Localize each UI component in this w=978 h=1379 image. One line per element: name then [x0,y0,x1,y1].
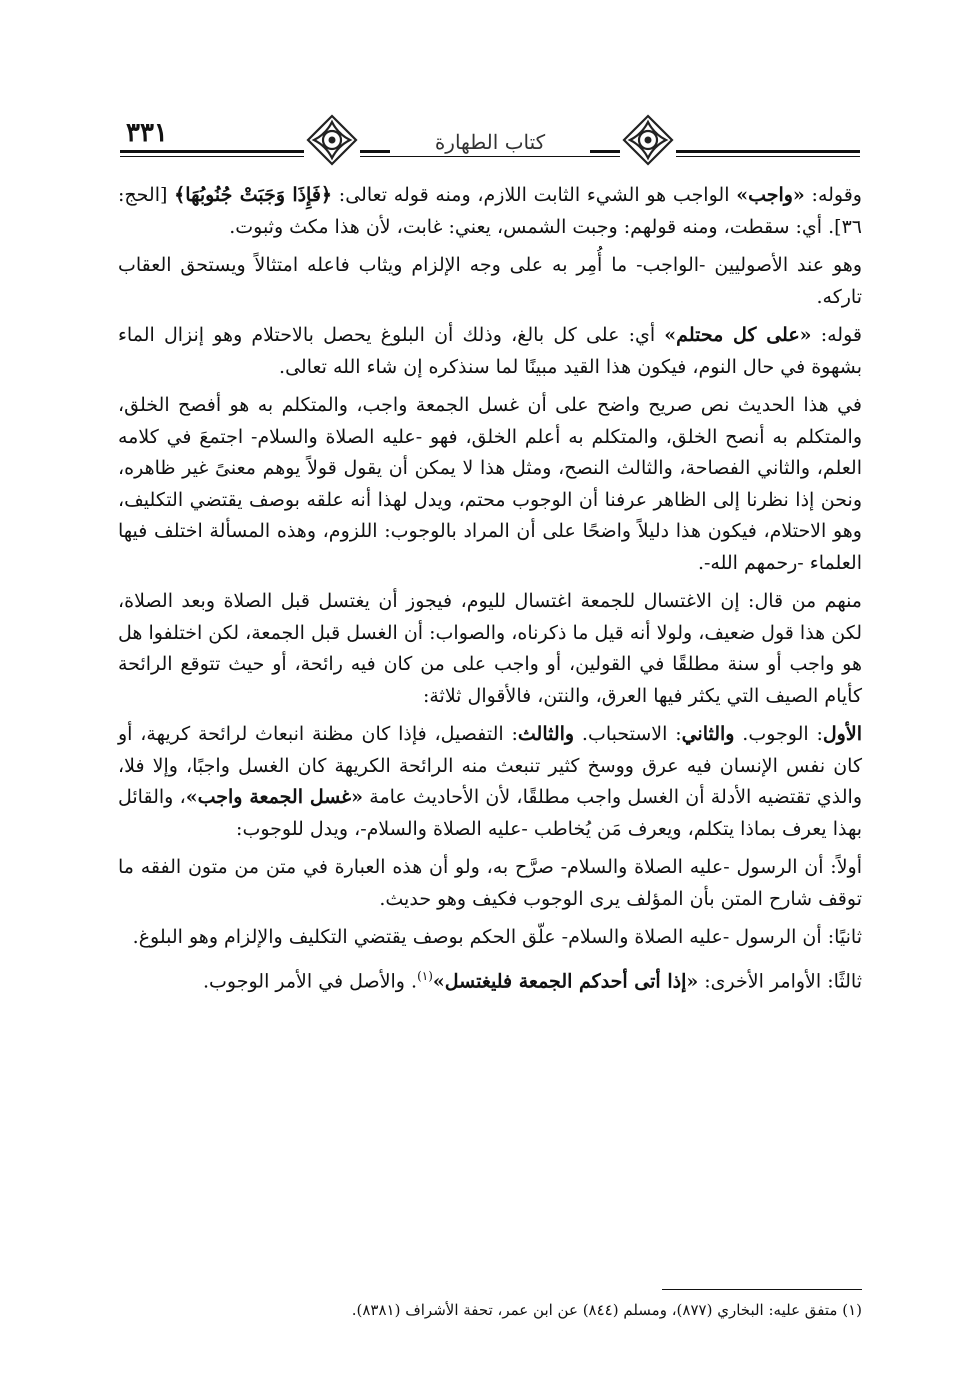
text-run: ثالثًا: الأوامر الأخرى: [698,969,862,992]
paragraph [118,852,862,915]
paragraph [118,719,862,845]
paragraph [118,922,862,954]
text-run: أي: على كل بالغ، وذلك أن البلوغ يحصل بالاحتلام وهو إنزال الماء بشهوة في حال النوم، فيكون هذا القيد مبينًا لما سنذكره إن شاء الله تعالى. [118,324,862,378]
paragraph [118,250,862,313]
list-label: والثالث [517,723,575,745]
hadith-quote: «إذا أتى أحدكم الجمعة فليغتسل» [432,969,699,992]
quran-verse: ﴿فَإِذَا وَجَبَتْ جُنُوبُهَا﴾ [174,184,333,206]
arabesque-ornament-icon [304,112,360,168]
hadith-term: «واجب» [736,184,805,206]
text-run: . والأصل في الأمر الوجوب. [202,969,418,992]
text-run: أولاً: أن الرسول -عليه الصلاة والسلام- صرَّح به، ولو أن هذه العبارة في متن من متون الفقه ما توقف شارح المتن بأن المؤلف يرى الوجوب فكيف وهو حديث. [118,856,862,910]
page-header [120,112,860,172]
text-run: : الاستحباب. [574,723,682,745]
paragraph [118,586,862,712]
paragraph [118,961,862,998]
footnote: (١) متفق عليه: البخاري (٨٧٧)، ومسلم (٨٤٤) عن ابن عمر، تحفة الأشراف (٨٣٨١). [351,1301,862,1319]
hadith-term: «غسل الجمعة واجب» [185,786,363,808]
text-run: في هذا الحديث نص صريح واضح على أن غسل الجمعة واجب، والمتكلم به هو أفصح الخلق، والمتكلم به أنصح الخلق، والمتكلم به أعلم الخلق، فهو -عليه الصلاة والسلام- اجتمعَ في كلامه العلم، والثاني الفصاحة، والثالث النصح، ومثل هذا لا يمكن أن يقول قولاً يوهم معنىً غير ظاهره، ونحن إذا نظرنا إلى الظاهر عرفنا أن الوجوب محتم، ويدل لهذا أنه علقه بوصف يقتضي التكليف، وهو الاحتلام، فيكون هذا دليلاً واضحًا على أن المراد بالوجوب: اللزوم، وهذه المسألة اختلف فيها العلماء -رحمهم الله-. [118,394,862,574]
text-run: الواجب هو الشيء الثابت اللازم، ومنه قوله تعالى: [332,184,737,206]
text-run: ، والقائل بهذا يعرف بماذا يتكلم، ويعرف مَن يُخاطب -عليه الصلاة والسلام-، ويدل للوجوب: [118,786,862,840]
arabesque-ornament-icon [620,112,676,168]
footnote-rule [662,1289,862,1290]
text-run: منهم من قال: إن الاغتسال للجمعة اغتسال لليوم، فيجوز أن يغتسل قبل الصلاة وبعد الصلاة، لكن هذا قول ضعيف، ولولا أنه قيل ما ذكرناه، والصواب: أن الغسل قبل الجمعة، لكن اختلفوا هل هو واجب أو سنة مطلقًا في القولين، أو واجب على من كان فيه رائحة، أو حيث تتوقع الرائحة كأيام الصيف التي يكثر فيها العرق، والنتن، فالأقوال ثلاثة: [118,590,862,707]
list-label: والثاني [681,723,735,745]
text-run: وهو عند الأصوليين -الواجب- ما أُمِر به على وجه الإلزام ويثاب فاعله امتثالاً ويستحق العقاب تاركه. [118,254,862,308]
chapter-title: كتاب الطهارة [390,130,590,154]
page-number: ٣٣١ [126,118,168,148]
list-label: الأول [822,723,862,745]
hadith-term: «على كل محتلم» [664,324,812,346]
text-run: ثانيًا: أن الرسول -عليه الصلاة والسلام- علّق الحكم بوصف يقتضي التكليف والإلزام وهو البلوغ. [132,926,862,948]
paragraph [118,390,862,579]
body-text [118,180,862,1004]
text-run: : التفصيل، فإذا كان مظنة انبعاث لرائحة كريهة، أو كان نفس الإنسان فيه عرق ووسخ كثير تنبعث منه الرائحة الكريهة كان الغسل واجبًا، وإلا فلا، والذي تقتضيه الأدلة أن الغسل واجب مطلقًا، لأن الأحاديث عامة [118,723,862,808]
footnote-marker: (١) [417,968,433,983]
paragraph [118,320,862,383]
text-run: وقوله: [804,184,862,206]
paragraph [118,180,862,243]
header-rule-thin [120,156,860,157]
text-run: : الوجوب. [734,723,823,745]
text-run: [الحج: ٣٦]. أي: سقطت، ومنه قولهم: وجبت الشمس، يعني: غابت، لأن هذا مكث وثبوت. [118,184,862,238]
text-run: قوله: [811,324,862,346]
